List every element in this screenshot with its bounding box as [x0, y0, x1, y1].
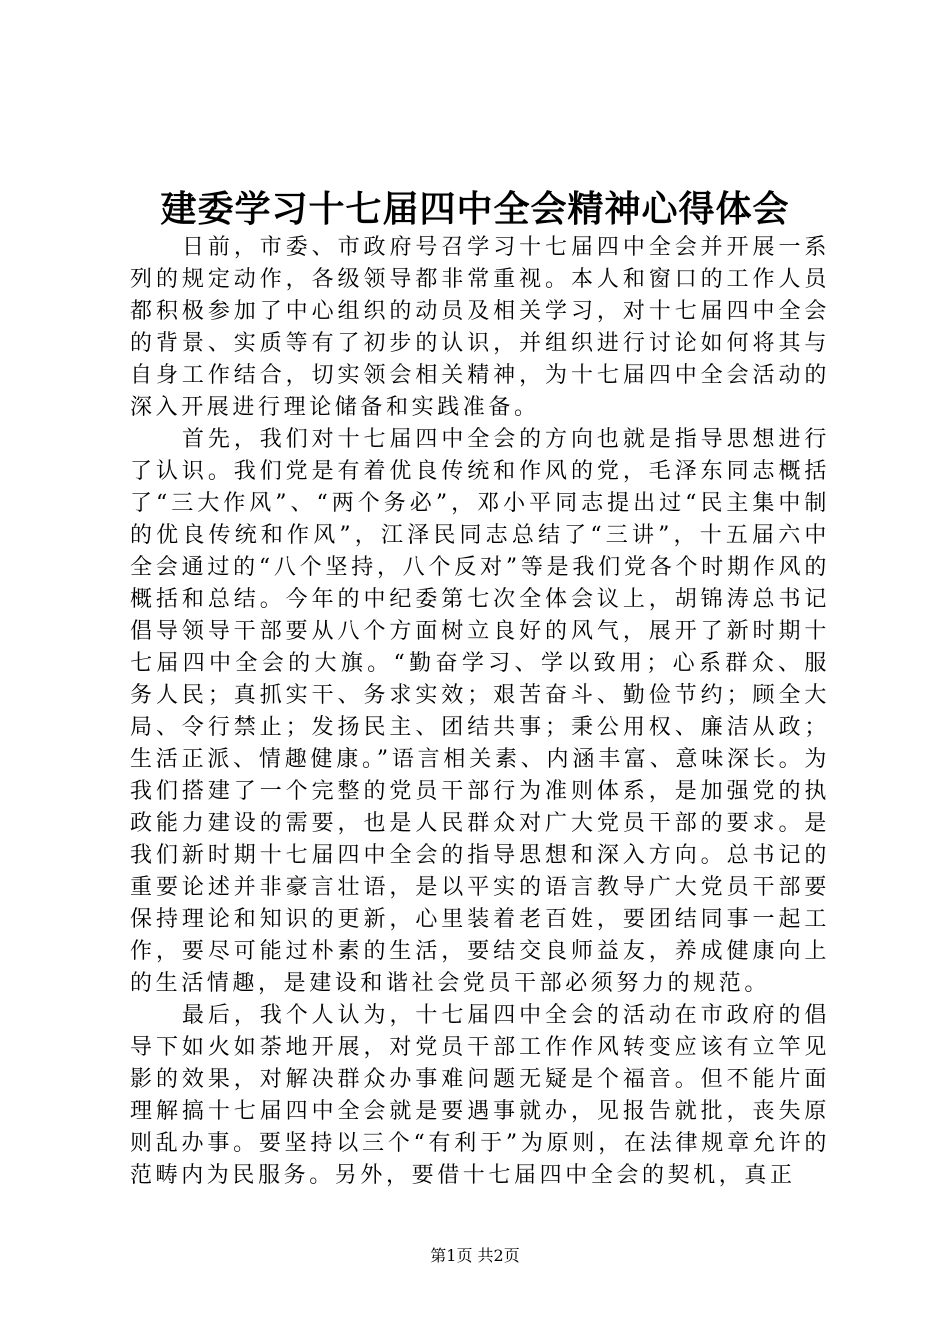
paragraph-2: 首先，我们对十七届四中全会的方向也就是指导思想进行了认识。我们党是有着优良传统和作风的党，毛泽东同志概括了“三大作风”、“两个务必”，邓小平同志提出过“民主集中制的优良传统和作风”，江泽民同志总结了“三讲”，十五届六中全会通过的“八个坚持，八个反对”等是我们党各个时期作风的概括和总结。今年的中纪委第七次全体会议上，胡锦涛总书记倡导领导干部要从八个方面树立良好的风气，展开了新时期十七届四中全会的大旗。“勤奋学习、学以致用；心系群众、服务人民；真抓实干、务求实效；艰苦奋斗、勤俭节约；顾全大局、令行禁止；发扬民主、团结共事；秉公用权、廉洁从政；生活正派、情趣健康。”语言相关素、内涵丰富、意味深长。为我们搭建了一个完整的党员干部行为准则体系，是加强党的执政能力建设的需要，也是人民群众对广大党员干部的要求。是我们新时期十七届四中全会的指导思想和深入方向。总书记的重要论述并非豪言壮语，是以平实的语言教导广大党员干部要保持理论和知识的更新，心里装着老百姓，要团结同事一起工作，要尽可能过朴素的生活，要结交良师益友，养成健康向上的生活情趣，是建设和谐社会党员干部必须努力的规范。: [130, 427, 830, 996]
paragraph-1: 日前，市委、市政府号召学习十七届四中全会并开展一系列的规定动作，各级领导都非常重视。本人和窗口的工作人员都积极参加了中心组织的动员及相关学习，对十七届四中全会的背景、实质等有了初步的认识，并组织进行讨论如何将其与自身工作结合，切实领会相关精神，为十七届四中全会活动的深入开展进行理论储备和实践准备。: [130, 235, 830, 420]
paragraph-3: 最后，我个人认为，十七届四中全会的活动在市政府的倡导下如火如荼地开展，对党员干部工作作风转变应该有立竿见影的效果，对解决群众办事难问题无疑是个福音。但不能片面理解搞十七届四中全会就是要遇事就办，见报告就批，丧失原则乱办事。要坚持以三个“有利于”为原则，在法律规章允许的范畴内为民服务。另外，要借十七届四中全会的契机，真正: [130, 1003, 830, 1188]
document-title: 建委学习十七届四中全会精神心得体会: [160, 188, 790, 230]
page-number-footer: 第1页 共2页: [430, 1246, 520, 1265]
document-body: [130, 232, 830, 1192]
